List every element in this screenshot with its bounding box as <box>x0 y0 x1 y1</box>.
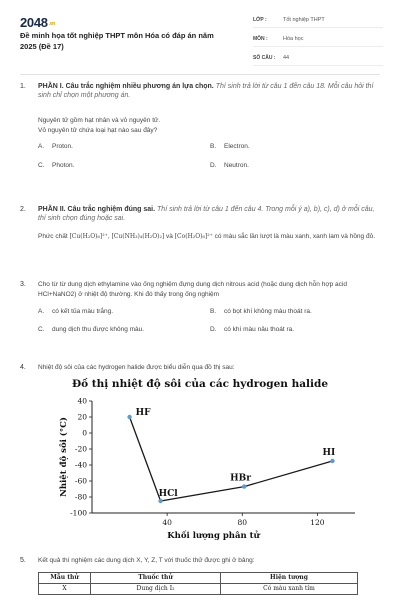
stem-text: Phức chất <box>38 232 68 240</box>
option-a[interactable] <box>38 143 210 152</box>
option-letter: D. <box>210 326 217 334</box>
meta-label: LỚP : <box>253 17 267 24</box>
question-number: 1. <box>20 83 26 90</box>
question-stem: Cho từ từ dung dịch ethylamine vào ống nghiệm đựng dung dịch nitrous acid (hoặc dung dịch hỗn hợp acid HCl+NaNO2) ở nhiệt độ thường. Khi đó thấy trong ống nghiệm <box>38 281 347 298</box>
results-table <box>38 572 358 595</box>
option-text: Proton. <box>52 143 73 151</box>
option-text: Neutron. <box>224 162 249 170</box>
table-cell: X <box>39 583 91 594</box>
x-tick-label: 120 <box>310 518 325 527</box>
option-d[interactable] <box>210 162 382 171</box>
table-header-row <box>39 572 358 583</box>
option-letter: C. <box>38 326 45 334</box>
option-letter: C. <box>38 162 45 170</box>
table-cell: Có màu xanh tím <box>221 583 358 594</box>
stem-line: Vỏ nguyên tử chứa loại hạt nào sau đây? <box>38 126 158 134</box>
logo-main: 2048 <box>20 15 48 30</box>
data-label-hcl: HCl <box>158 489 178 499</box>
question-3 <box>20 280 380 335</box>
data-label-hf: HF <box>135 408 151 418</box>
logo-suffix: .vn <box>48 21 56 27</box>
option-letter: A. <box>38 307 45 315</box>
y-tick-label: 40 <box>77 396 87 406</box>
option-d[interactable] <box>210 326 382 335</box>
option-letter: D. <box>210 162 217 170</box>
complex-formula: [Co(H₂O)₆]²⁺ <box>174 232 213 240</box>
question-number: 5. <box>20 557 26 564</box>
question-2 <box>20 205 380 242</box>
meta-value: Tốt nghiệp THPT <box>283 16 325 23</box>
boiling-point-chart <box>30 393 370 543</box>
question-1 <box>20 82 380 171</box>
table-header-cell: Hiện tượng <box>221 572 358 583</box>
option-letter: A. <box>38 143 45 151</box>
option-text: có kết tủa màu trắng. <box>52 307 114 315</box>
data-point-hf <box>127 415 131 419</box>
question-part-header <box>38 82 380 101</box>
data-label-hi: HI <box>322 448 336 458</box>
option-letter: B. <box>210 307 217 315</box>
y-tick-label: -40 <box>74 460 87 470</box>
part-description: Thí sinh trả lời từ câu 1 đến câu 18. Mỗi câu hỏi thí sinh chỉ chọn một phương án. <box>38 83 374 100</box>
y-tick-label: 0 <box>82 428 87 438</box>
data-point-hbr <box>242 484 246 488</box>
site-logo[interactable] <box>20 14 55 32</box>
complex-formula: [Cu(NH₃)₄(H₂O)₂] <box>111 232 165 240</box>
meta-value: 44 <box>283 54 290 61</box>
x-tick-label: 40 <box>162 518 172 527</box>
question-part-header <box>38 205 380 224</box>
option-c[interactable] <box>38 162 210 171</box>
data-point-hcl <box>158 499 162 503</box>
y-tick-label: -60 <box>74 476 87 486</box>
option-a[interactable] <box>38 308 210 317</box>
y-tick-label: -80 <box>74 492 87 502</box>
data-point-hi <box>330 459 334 463</box>
stem-line: Nguyên tử gồm hạt nhân và vỏ nguyên tử. <box>38 116 161 124</box>
meta-label: MÔN : <box>253 36 268 43</box>
table-header-cell: Thuốc thử <box>91 572 221 583</box>
header-divider <box>20 74 380 75</box>
stem-text: có màu sắc lần lượt là màu xanh, xanh lam và hồng đỏ. <box>214 232 376 240</box>
option-c[interactable] <box>38 326 210 335</box>
document-title: Đề minh họa tốt nghiệp THPT môn Hóa có đáp án năm 2025 (Đề 17) <box>20 31 214 51</box>
part-title: PHẦN II. Câu trắc nghiệm đúng sai. <box>38 206 156 213</box>
option-text: dung dịch thu được không màu. <box>52 326 145 334</box>
x-tick-label: 80 <box>237 518 248 527</box>
meta-value: Hóa học <box>283 35 304 42</box>
y-tick-label: -100 <box>70 508 87 518</box>
table-row <box>39 583 358 594</box>
chart-title: Đồ thị nhiệt độ sôi của các hydrogen halide <box>71 378 329 390</box>
option-letter: B. <box>210 143 217 151</box>
y-axis-label: Nhiệt độ sôi (°C) <box>59 417 69 497</box>
y-tick-label: -20 <box>74 444 87 454</box>
meta-row-subject <box>253 33 383 47</box>
question-stem: Phức chất [Cu(H₂O)₆]²⁺, [Cu(NH₃)₄(H₂O)₂] và [Co(H₂O)₆]²⁺ có màu sắc lần lượt là màu xanh, xanh lam và hồng đỏ. <box>38 232 376 240</box>
option-text: Photon. <box>52 162 75 170</box>
data-label-hbr: HBr <box>230 473 252 484</box>
part-title: PHẦN I. Câu trắc nghiệm nhiều phương án lựa chọn. <box>38 83 214 90</box>
table-header-cell: Mẫu thử <box>39 572 91 583</box>
meta-row-class <box>253 14 383 28</box>
option-text: Electron. <box>224 143 250 151</box>
table-cell: Dung dịch I₂ <box>91 583 221 594</box>
page-header <box>0 0 400 72</box>
option-b[interactable] <box>210 143 382 152</box>
stem-text: và <box>166 232 173 240</box>
question-number: 2. <box>20 206 26 213</box>
question-5 <box>20 556 380 595</box>
meta-row-count <box>253 52 383 66</box>
question-stem: Kết quả thí nghiệm các dung dịch X, Y, Z, T với thuốc thử được ghi ở bảng: <box>38 557 255 564</box>
question-number: 4. <box>20 364 26 371</box>
option-b[interactable] <box>210 308 382 317</box>
answer-options <box>38 308 380 336</box>
y-tick-label: 20 <box>77 412 87 422</box>
meta-label: SỐ CÂU : <box>253 55 276 62</box>
question-4 <box>20 363 380 373</box>
part-description: Thí sinh trả lời từ câu 1 đến câu 4. Trong mỗi ý a), b), c), d) ở mỗi câu, thí sinh chọn đúng hoặc sai. <box>38 206 375 223</box>
x-axis-label: Khối lượng phân tử <box>167 531 260 541</box>
option-text: có khí màu nâu thoát ra. <box>224 326 295 334</box>
answer-options <box>38 143 380 171</box>
option-text: có bọt khí không màu thoát ra. <box>224 307 312 315</box>
question-stem: Nhiệt độ sôi của các hydrogen halide được biểu diễn qua đồ thị sau: <box>38 364 235 371</box>
question-stem <box>38 116 380 136</box>
question-number: 3. <box>20 281 26 288</box>
complex-formula: [Cu(H₂O)₆]²⁺ <box>69 232 108 240</box>
document-meta <box>253 14 383 71</box>
